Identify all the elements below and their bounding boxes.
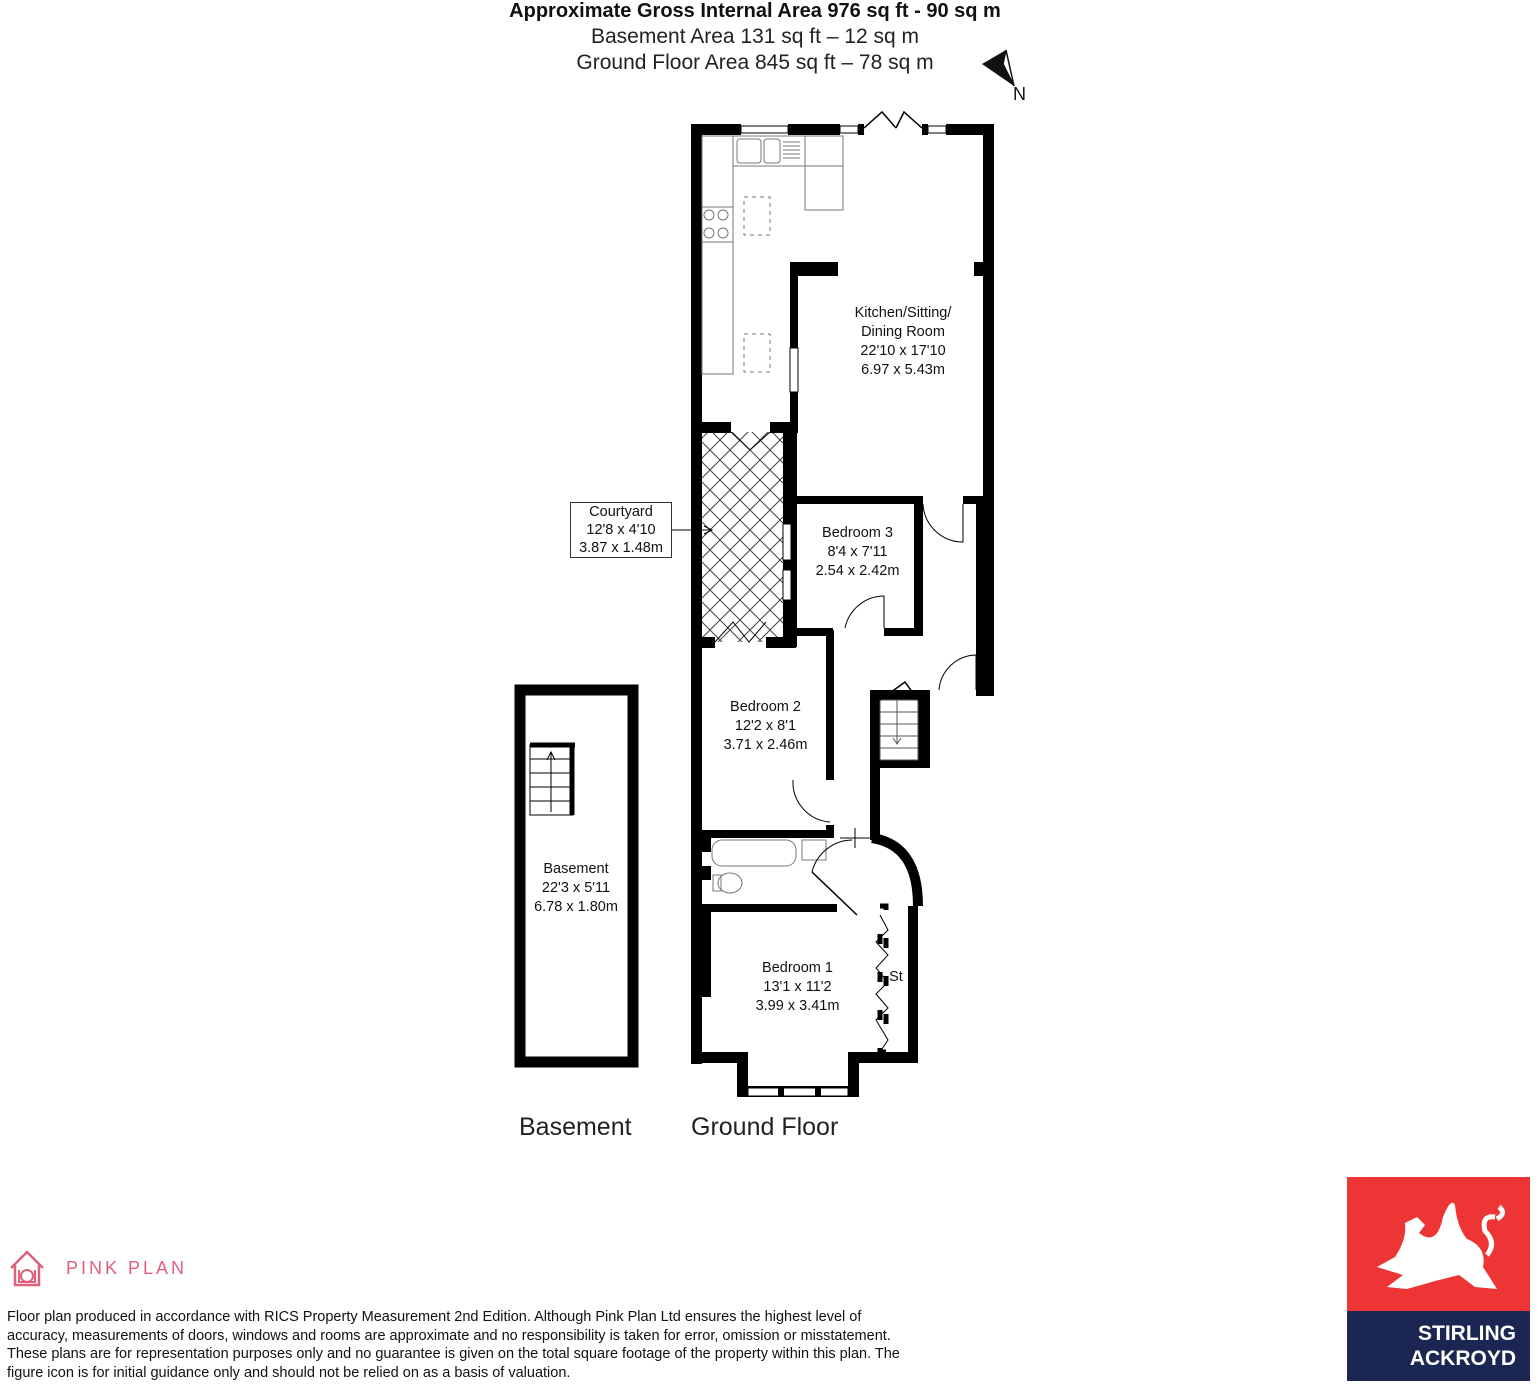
- bedroom2-name: Bedroom 2: [730, 699, 801, 715]
- kitchen-name-line1: Kitchen/Sitting/: [854, 305, 952, 321]
- courtyard-area: [697, 432, 783, 642]
- basement-name: Basement: [543, 861, 609, 877]
- french-doors: [864, 112, 922, 128]
- bedroom1-name: Bedroom 1: [762, 960, 833, 976]
- kitchen-fittings: [702, 136, 843, 374]
- room-bedroom1-label: [740, 959, 855, 1016]
- basement-metric: 6.78 x 1.80m: [534, 899, 618, 915]
- agent-wordmark: [1347, 1311, 1530, 1381]
- basement-imperial: 22'3 x 5'11: [541, 880, 611, 896]
- courtyard-imperial: 12'8 x 4'10: [586, 522, 656, 538]
- kitchen-metric: 6.97 x 5.43m: [861, 362, 945, 378]
- bedroom3-metric: 2.54 x 2.42m: [815, 563, 900, 579]
- bedroom3-imperial: 8'4 x 7'11: [827, 544, 888, 560]
- courtyard-name: Courtyard: [589, 504, 653, 520]
- kitchen-name-line2: Dining Room: [861, 324, 945, 340]
- agent-name-line2: ACKROYD: [1409, 1347, 1516, 1370]
- disclaimer-text: Floor plan produced in accordance with RICS Property Measurement 2nd Edition. Although Pink Plan Ltd ensures the highest level of accuracy, measurements of doors, windows and rooms are approximate and no responsibility is taken for error, omission or misstatement. These plans are for representation purposes only and no guarantee is given on the total square footage of the property within this plan. The figure icon is for initial guidance only and should not be relied on as a basis of valuation.: [7, 1309, 900, 1381]
- bathroom-fittings: [712, 840, 826, 893]
- bay-window: [748, 1086, 848, 1097]
- compass-north-label: N: [1013, 84, 1026, 104]
- basement-area-text: Basement Area 131 sq ft – 12 sq m: [590, 25, 920, 48]
- room-bedroom3-label: [800, 524, 915, 581]
- bedroom1-metric: 3.99 x 3.41m: [755, 998, 840, 1014]
- courtyard-metric: 3.87 x 1.48m: [579, 540, 663, 556]
- bedroom2-imperial: 12'2 x 8'1: [734, 718, 797, 734]
- bedroom1-imperial: 13'1 x 11'2: [763, 979, 832, 995]
- north-arrow-icon: [982, 50, 1014, 86]
- griffin-panel: [1347, 1177, 1530, 1311]
- house-logo-icon: [8, 1248, 46, 1288]
- stirling-ackroyd-logo: [1347, 1177, 1530, 1381]
- room-kitchen-label: [838, 304, 968, 380]
- bedroom3-name: Bedroom 3: [822, 525, 893, 541]
- griffin-icon: [1347, 1177, 1530, 1311]
- room-bedroom2-label: [708, 698, 823, 755]
- courtyard-label: [570, 502, 672, 558]
- gross-area-title: Approximate Gross Internal Area 976 sq ft - 90 sq m: [509, 0, 1001, 22]
- ground-area-text: Ground Floor Area 845 sq ft – 78 sq m: [576, 51, 934, 74]
- storage-label: St: [889, 969, 903, 985]
- pink-plan-logo: [8, 1248, 187, 1288]
- floor-label-ground: Ground Floor: [691, 1113, 839, 1141]
- pink-plan-wordmark: PINK PLAN: [66, 1257, 188, 1278]
- agent-name-line1: STIRLING: [1418, 1322, 1516, 1345]
- kitchen-imperial: 22'10 x 17'10: [860, 343, 946, 359]
- bedroom2-metric: 3.71 x 2.46m: [723, 737, 808, 753]
- floor-label-basement: Basement: [519, 1113, 632, 1141]
- room-basement-label: [526, 860, 626, 917]
